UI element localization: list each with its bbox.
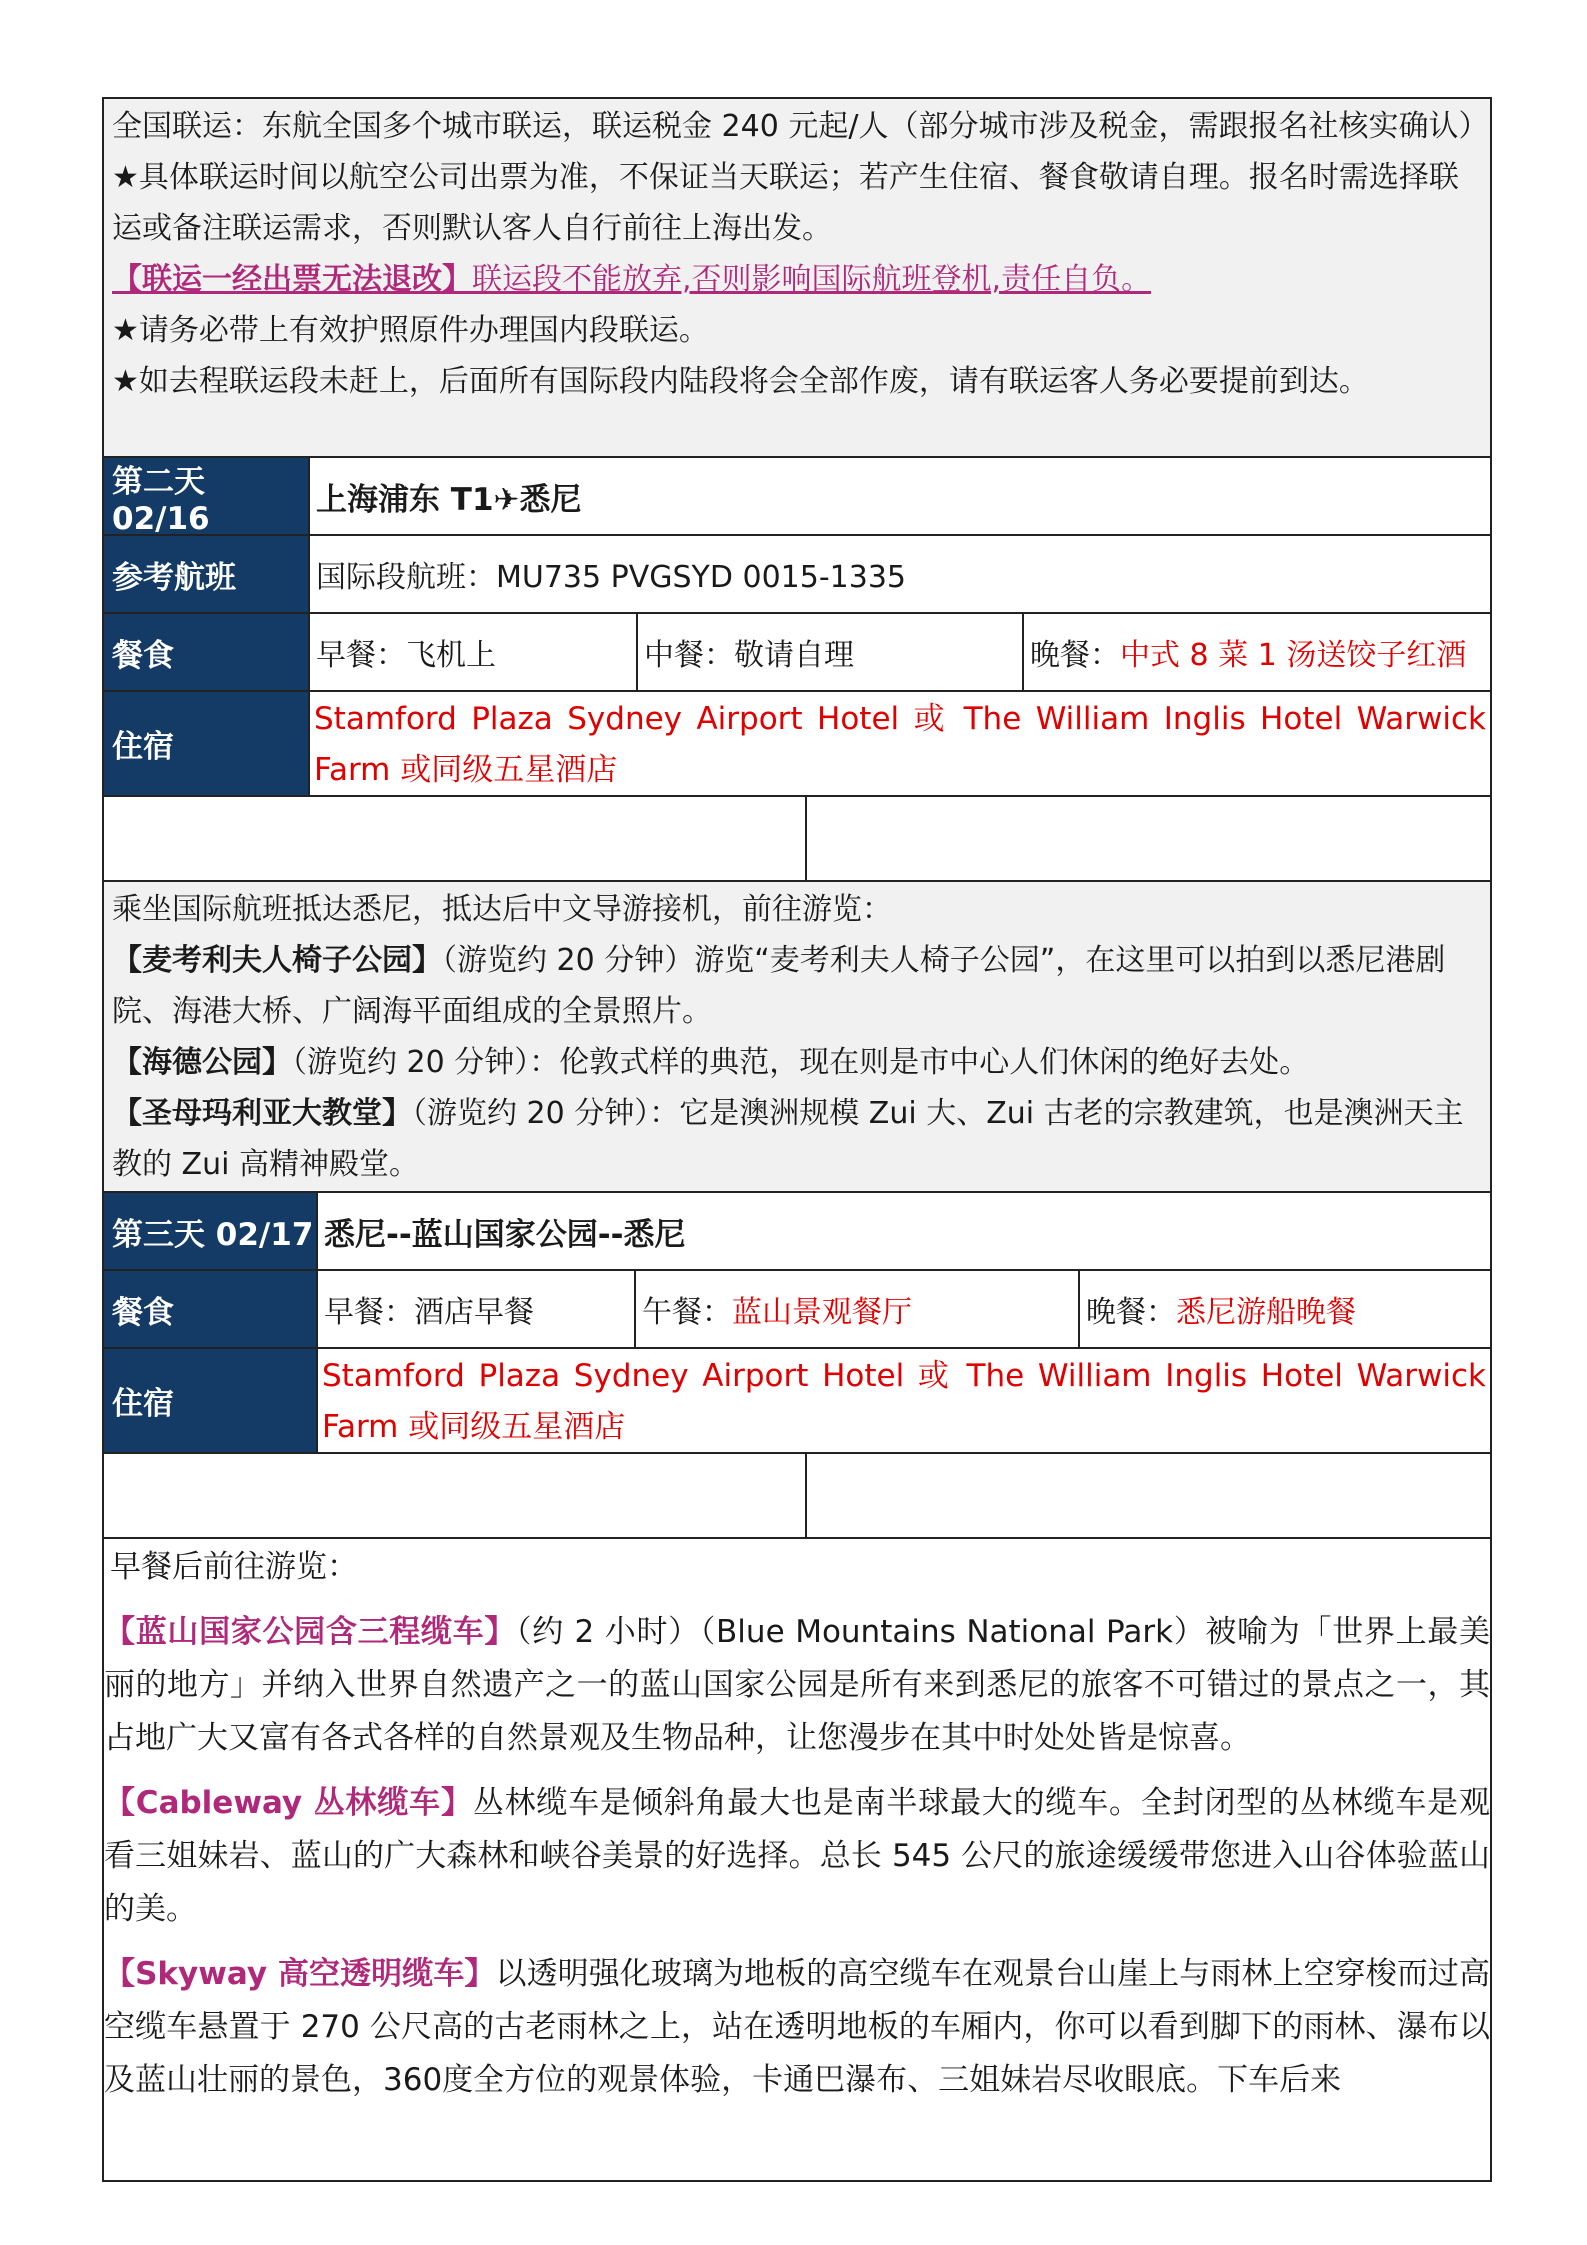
day3-lunch-prefix: 午餐： [642,1295,732,1330]
day3-spot-2-text: 丛林缆车是倾斜角最大也是南半球最大的缆车。全封闭型的丛林缆车是观看三姐妹岩、蓝山的广大森林和峡谷美景的好选择。总长 545 公尺的旅途缓缓带您进入山谷体验蓝山的美。 [104,1785,1490,1927]
day3-dinner [1080,1271,1356,1347]
day2-spot-1-text: （游览约 20 分钟）游览“麦考利夫人椅子公园”，在这里可以拍到以悉尼港剧院、海港大桥、广阔海平面组成的全景照片。 [112,943,1446,1029]
day2-empty-cell-right [807,797,1490,880]
day2-spot-2-name: 【海德公园】 [112,1045,292,1080]
day3-empty-cell-left [104,1454,807,1537]
day2-header-row [102,458,1492,536]
day2-description [102,882,1492,1193]
day2-flight-label: 参考航班 [104,536,310,612]
day2-flight-info: 国际段航班：MU735 PVGSYD 0015-1335 [316,560,907,595]
day2-route-title: 上海浦东 T1✈悉尼 [316,481,582,518]
day3-day-label: 第三天 02/17 [104,1193,318,1269]
day2-spot-2-text: （游览约 20 分钟）：伦敦式样的典范，现在则是市中心人们休闲的绝好去处。 [292,1045,1310,1080]
day3-hotel-name: Stamford Plaza Sydney Airport Hotel 或 The William Inglis Hotel Warwick Farm 或同级五星酒店 [322,1358,1486,1445]
day3-spot-3-text: 以透明强化玻璃为地板的高空缆车在观景台山崖上与雨林上空穿梭而过高空缆车悬置于 270 公尺高的古老雨林之上，站在透明地板的车厢内，你可以看到脚下的雨林、瀑布以及蓝山壮丽的景色，360度全方位的观景体验，卡通巴瀑布、三姐妹岩尽收眼底。下车后来 [104,1956,1490,2098]
day2-hotel-name: Stamford Plaza Sydney Airport Hotel 或 The William Inglis Hotel Warwick Farm 或同级五星酒店 [314,701,1486,788]
transfer-warning [112,254,1482,305]
itinerary-sheet [102,97,1492,2182]
day2-dinner-value: 中式 8 菜 1 汤送饺子红酒 [1120,638,1467,673]
day2-spot-2 [112,1037,1482,1088]
transfer-warning-text: 联运段不能放弃,否则影响国际航班登机,责任自负。 [472,262,1152,297]
transfer-note-late: ★如去程联运段未赶上，后面所有国际段内陆段将会全部作废，请有联运客人务必要提前到达。 [112,364,1369,399]
day3-dinner-value: 悉尼游船晚餐 [1176,1295,1356,1330]
day3-hotel-label: 住宿 [104,1349,318,1452]
transfer-note-tax: 全国联运：东航全国多个城市联运，联运税金 240 元起/人（部分城市涉及税金，需跟报名社核实确认） [112,109,1489,144]
day3-empty-row [102,1454,1492,1539]
day2-day-label: 第二天 02/16 [104,458,310,534]
day2-spot-3 [112,1088,1482,1190]
day2-desc-intro: 乘坐国际航班抵达悉尼，抵达后中文导游接机，前往游览： [112,892,892,927]
day2-meal-label: 餐食 [104,614,310,690]
day2-meal-row [102,614,1492,692]
day2-spot-3-text: （游览约 20 分钟）：它是澳洲规模 Zui 大、Zui 古老的宗教建筑，也是澳洲天主教的 Zui 高精神殿堂。 [112,1096,1464,1182]
day3-lunch-value: 蓝山景观餐厅 [732,1295,912,1330]
day2-breakfast: 早餐：飞机上 [310,614,638,690]
day2-empty-cell-left [104,797,807,880]
day3-desc-intro: 早餐后前往游览： [110,1549,358,1585]
day3-dinner-prefix: 晚餐： [1086,1295,1176,1330]
day3-description [102,1539,1492,2182]
day3-spot-3 [104,1948,1490,2107]
day3-meal-label: 餐食 [104,1271,318,1347]
day3-route-title: 悉尼--蓝山国家公园--悉尼 [324,1216,686,1253]
day3-spot-1-text: （约 2 小时）（Blue Mountains National Park）被喻为「世界上最美丽的地方」并纳入世界自然遗产之一的蓝山国家公园是所有来到悉尼的旅客不可错过的景点之一，其占地广大又富有各式各样的自然景观及生物品种，让您漫步在其中时处处皆是惊喜。 [104,1614,1490,1756]
day2-hotel-label: 住宿 [104,692,310,795]
day3-spot-1 [104,1606,1490,1765]
day2-empty-row [102,797,1492,882]
transfer-note-passport: ★请务必带上有效护照原件办理国内段联运。 [112,313,709,348]
day3-header-row [102,1193,1492,1271]
day2-flight-row [102,536,1492,614]
day3-empty-cell-right [807,1454,1490,1537]
day3-lunch [636,1271,1080,1347]
transfer-note-timing: ★具体联运时间以航空公司出票为准，不保证当天联运；若产生住宿、餐食敬请自理。报名时需选择联运或备注联运需求，否则默认客人自行前往上海出发。 [112,160,1459,246]
day3-breakfast: 早餐：酒店早餐 [318,1271,636,1347]
transfer-warning-bold: 【联运一经出票无法退改】 [112,262,472,297]
day3-hotel-row [102,1349,1492,1454]
day2-hotel-row [102,692,1492,797]
day2-spot-1-name: 【麦考利夫人椅子公园】 [112,943,442,978]
transfer-notes [102,97,1492,458]
day2-spot-3-name: 【圣母玛利亚大教堂】 [112,1096,412,1131]
day2-dinner-prefix: 晚餐： [1030,638,1120,673]
day2-lunch: 中餐：敬请自理 [638,614,1024,690]
day3-spot-2-name: 【Cableway 丛林缆车】 [104,1785,473,1821]
day3-spot-2 [104,1777,1490,1936]
day3-spot-3-name: 【Skyway 高空透明缆车】 [104,1956,496,1992]
day2-dinner [1024,614,1466,690]
day3-meal-row [102,1271,1492,1349]
day3-spot-1-name: 【蓝山国家公园含三程缆车】 [104,1614,517,1650]
day2-spot-1 [112,935,1482,1037]
